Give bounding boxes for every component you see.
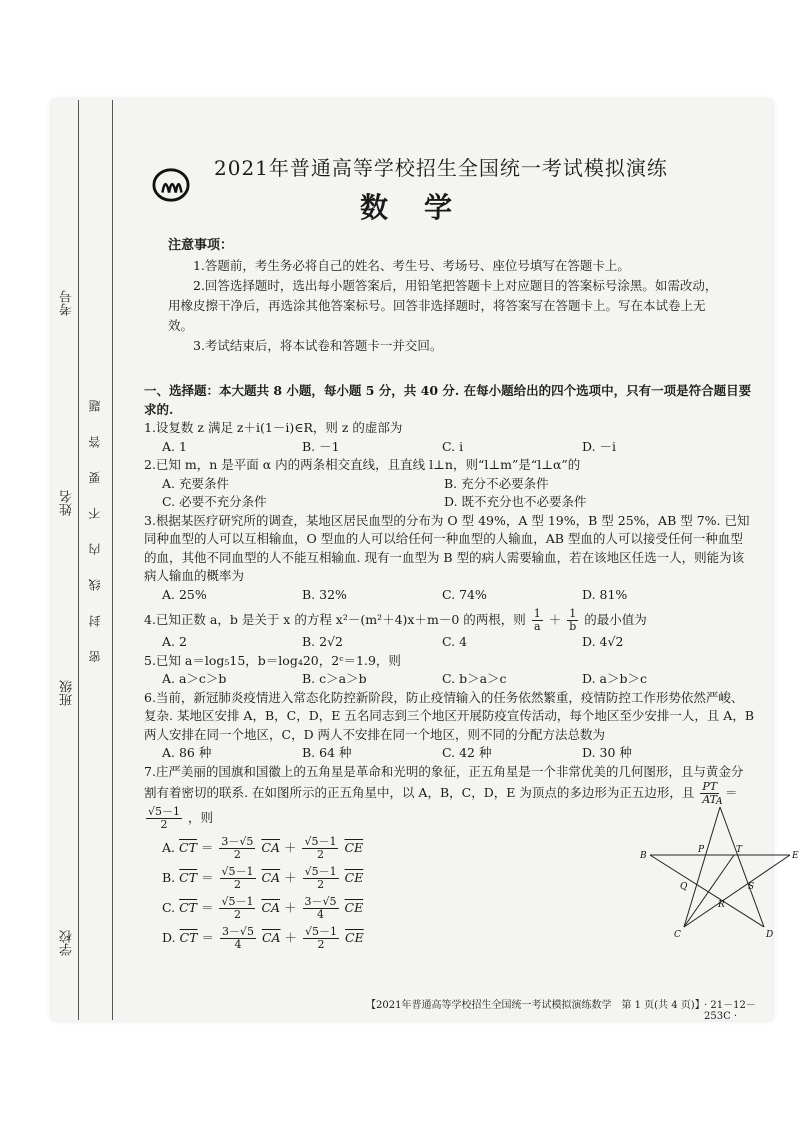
option: B. 充分不必要条件 [444, 475, 549, 491]
question-1-options [144, 438, 754, 457]
question-5-options [144, 670, 754, 689]
option: B. －1 [302, 438, 340, 454]
denominator: 2 [317, 938, 325, 951]
notice-heading: 注意事项： [168, 238, 234, 253]
publisher-logo-icon [152, 166, 190, 204]
label-banji: 班级 [60, 680, 75, 706]
section-title: 一、选择题：本大题共 8 小题，每小题 5 分，共 40 分. 在每小题给出的四个选项中，只有一项是符合题目要求的. [144, 383, 752, 417]
vector: $\overline{CA}$ [261, 870, 281, 885]
question-2-stem: 2.已知 m，n 是平面 α 内的两条相交直线，且直线 l⊥n，则“l⊥m”是“l⊥α”的 [144, 457, 581, 472]
star-edge [684, 855, 790, 927]
vertex-label-p: P [698, 845, 705, 855]
exam-paper [52, 100, 799, 1022]
margin-line [112, 100, 113, 1020]
question-7-options [144, 836, 562, 951]
operator: ＋ [283, 840, 297, 855]
option: C. 4 [442, 634, 468, 649]
vector: $\overline{CT}$ [179, 930, 198, 945]
vector: $\overline{CA}$ [261, 930, 281, 945]
question-4-stem [144, 608, 754, 633]
star-edge [684, 855, 734, 927]
operator: ＝ [200, 900, 214, 915]
vector: $\overline{CE}$ [344, 900, 364, 915]
vector-option [162, 866, 562, 891]
numerator: 3－√5 [304, 895, 337, 908]
vertex-label-a: A [716, 797, 723, 807]
label-xingming: 姓名 [60, 490, 75, 516]
option: C. i [442, 438, 464, 454]
numerator: √5－1 [221, 865, 254, 878]
operator: ＝ [201, 870, 214, 885]
option: B. 32% [302, 586, 347, 602]
fraction [567, 608, 578, 633]
operator: ＝ [201, 930, 214, 945]
exam-title: 2021年普通高等学校招生全国统一考试模拟演练 [214, 156, 668, 180]
vertex-label-c: C [674, 930, 681, 940]
option: A. 25% [162, 586, 207, 602]
option: A. a＞c＞b [162, 671, 227, 686]
page-footer: 【2021年普通高等学校招生全国统一考试模拟演练数学 第 1 页(共 4 页)】 [366, 1000, 705, 1011]
vertex-label-d: D [766, 930, 774, 940]
star-edge [650, 855, 764, 927]
vector: $\overline{CE}$ [345, 930, 364, 945]
option: A. 1 [162, 438, 187, 454]
numerator: √5－1 [221, 895, 254, 908]
option: B. c＞a＞b [302, 671, 367, 686]
stem-text: ，则 [188, 810, 214, 825]
operator: ＝ [725, 785, 738, 800]
vertex-label-e: E [792, 851, 799, 861]
denominator: 4 [317, 908, 325, 921]
question-3-options [144, 586, 754, 605]
denominator: AT [702, 793, 718, 806]
question-5-stem: 5.已知 a＝log₅15，b＝log₄20，2ᶜ＝1.9，则 [144, 652, 401, 668]
vector: $\overline{CT}$ [179, 900, 197, 915]
vector: $\overline{CA}$ [261, 840, 280, 855]
option-label: A. [162, 840, 176, 855]
fraction [302, 836, 338, 861]
option: D. 既不充分也不必要条件 [444, 494, 587, 509]
vertex-label-t: T [736, 845, 743, 855]
option: D. －i [582, 438, 617, 454]
star-edge [720, 807, 764, 927]
option: A. 86 种 [162, 745, 212, 760]
question-6-options [144, 744, 754, 763]
notice-block [168, 236, 718, 356]
numerator: 1 [533, 607, 541, 620]
vector-option [162, 896, 562, 921]
numerator: PT [702, 780, 718, 793]
option-label: D. [162, 930, 176, 945]
vector: $\overline{CE}$ [344, 840, 364, 855]
vector: $\overline{CT}$ [179, 870, 198, 885]
denominator: 2 [317, 878, 325, 891]
denominator: 2 [160, 818, 168, 831]
vector: $\overline{CE}$ [344, 870, 364, 885]
paper-code: · 21－12－253C · [704, 1000, 756, 1022]
operator: ＋ [284, 930, 298, 945]
denominator: 2 [316, 848, 324, 861]
denominator: a [533, 620, 541, 633]
vertex-label-r: R [718, 900, 725, 910]
stem-text: 4.已知正数 a，b 是关于 x 的方程 x²－(m²＋4)x＋m－0 的两根，则 [144, 612, 526, 627]
fraction [220, 866, 256, 891]
option: B. 2√2 [302, 634, 344, 649]
pentagram-figure [640, 795, 800, 945]
denominator: 2 [233, 908, 241, 921]
operator: ＋ [284, 900, 297, 915]
seal-line-text: 密 封 线 内 不 要 答 题 [88, 390, 102, 663]
denominator: 2 [233, 848, 241, 861]
numerator: √5－1 [304, 835, 337, 848]
vector: $\overline{CA}$ [261, 900, 281, 915]
fraction [220, 926, 256, 951]
option: A. 2 [162, 634, 187, 649]
vector: $\overline{CT}$ [179, 840, 197, 855]
vertex-label-s: S [748, 882, 755, 892]
vector-option [162, 836, 562, 861]
fraction [219, 836, 255, 861]
option: D. a＞b＞c [582, 671, 647, 686]
numerator: √5－1 [304, 865, 337, 878]
fraction [303, 926, 339, 951]
content-area [144, 100, 799, 1022]
notice-item: 3.考试结束后，将本试卷和答题卡一并交回。 [193, 338, 443, 353]
option: D. 4√2 [582, 634, 624, 649]
fraction [146, 806, 182, 831]
star-edge [684, 807, 720, 927]
margin-line [78, 100, 79, 1020]
option: C. 42 种 [442, 745, 492, 760]
option: D. 30 种 [582, 745, 632, 760]
question-2-options [144, 493, 754, 512]
vertex-label-q: Q [680, 882, 688, 892]
binding-margin [52, 100, 142, 1020]
numerator: 3－√5 [221, 925, 254, 938]
fraction [303, 866, 339, 891]
option: C. b＞a＞c [442, 671, 507, 686]
notice-item: 2.回答选择题时，选出每小题答案后，用铅笔把答题卡上对应题目的答案标号涂黑。如需改动，用橡皮擦干净后，再选涂其他答案标号。回答非选择题时，将答案写在答题卡上。写在本试卷上无效。 [168, 278, 718, 333]
question-2-options [144, 475, 754, 494]
label-kaohao: 考号 [60, 290, 75, 316]
option: C. 必要不充分条件 [162, 494, 267, 509]
fraction [303, 896, 339, 921]
question-3-stem: 3.根据某医疗研究所的调查，某地区居民血型的分布为 O 型 49%，A 型 19%，B 型 25%，AB 型 7%. 已知同种血型的人可以互相输血，O 型血的人可以给任何一种血型的人输血，AB 型血的人可以接受任何一种血型的血，其他不同血型的人不能互相输血. 现有一血型为 B 型的病人需要输血，若在该地区任选一人，则能为该病人输血的概率为 [144, 512, 750, 583]
vertex-label-b: B [640, 851, 647, 861]
option-label: B. [162, 870, 176, 885]
operator: ＝ [200, 840, 214, 855]
denominator: b [569, 620, 577, 633]
subject-title: 数学 [360, 191, 489, 224]
numerator: 1 [567, 608, 578, 621]
option: D. 81% [582, 586, 628, 602]
numerator: √5－1 [305, 925, 338, 938]
fraction [219, 896, 255, 921]
stem-text: 的最小值为 [584, 612, 647, 627]
operator: ＋ [548, 612, 562, 627]
operator: ＋ [284, 870, 297, 885]
denominator: 4 [234, 938, 242, 951]
option: B. 64 种 [302, 745, 352, 760]
fraction [532, 608, 543, 633]
option-label: C. [162, 900, 176, 915]
option: C. 74% [442, 586, 487, 602]
question-6-stem: 6.当前，新冠肺炎疫情进入常态化防控新阶段，防止疫情输入的任务依然繁重，疫情防控工作形势依然严峻、复杂. 某地区安排 A，B，C，D，E 五名同志到三个地区开展防疫宣传活动，每个地区至少安排一人，且 A，B 两人安排在同一个地区，C，D 两人不安排在同一个地区，则不同的分配方法总数为 [144, 689, 755, 742]
numerator: 3－√5 [221, 835, 254, 848]
notice-item: 1.答题前，考生务必将自己的姓名、考生号、考场号、座位号填写在答题卡上。 [193, 258, 630, 273]
numerator: √5－1 [148, 805, 181, 818]
question-4-options [144, 633, 754, 652]
label-xuexiao: 学校 [60, 930, 75, 956]
stem-text: 7.庄严美丽的国旗和国徽上的五角星是革命和光明的象征，正五角星是一个非常优美的几何图形，且与黄金分割有着密切的联系. 在如图所示的正五角星中，以 A，B，C，D，E 为顶点的多边形为正五边形，且 [144, 763, 744, 800]
option: A. 充要条件 [162, 475, 229, 491]
denominator: 2 [234, 878, 242, 891]
vector-option [162, 926, 562, 951]
question-1-stem: 1.设复数 z 满足 z＋i(1－i)∈R，则 z 的虚部为 [144, 420, 403, 435]
